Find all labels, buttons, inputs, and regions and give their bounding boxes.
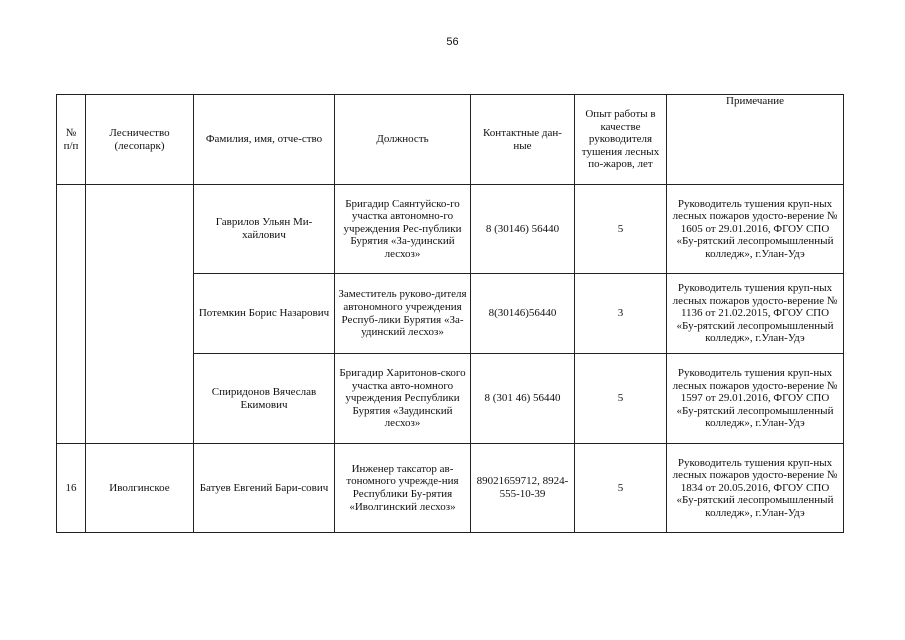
cell-name: Потемкин Борис Назарович xyxy=(194,274,335,354)
header-position: Должность xyxy=(335,95,471,185)
cell-contacts: 8(30146)56440 xyxy=(471,274,575,354)
cell-no-merged xyxy=(57,185,86,444)
cell-contacts: 8 (30146) 56440 xyxy=(471,185,575,274)
cell-note: Руководитель тушения круп-ных лесных пожаров удосто-верение № 1597 от 29.01.2016, ФГОУ СПО «Бу-рятский лесопромышленный колледж», г.Улан-Удэ xyxy=(667,354,844,444)
cell-name: Спиридонов Вячеслав Екимович xyxy=(194,354,335,444)
header-no: № п/п xyxy=(57,95,86,185)
cell-contacts: 8 (301 46) 56440 xyxy=(471,354,575,444)
table-header-row xyxy=(57,95,844,185)
header-experience: Опыт работы в качестве руководителя тушения лесных по-жаров, лет xyxy=(575,95,667,185)
cell-forestry: Иволгинское xyxy=(86,444,194,533)
header-name: Фамилия, имя, отче-ство xyxy=(194,95,335,185)
cell-experience: 5 xyxy=(575,444,667,533)
page-number: 56 xyxy=(446,36,459,48)
cell-note: Руководитель тушения круп-ных лесных пожаров удосто-верение № 1834 от 20.05.2016, ФГОУ СПО «Бу-рятский лесопромышленный колледж», г.Улан-Удэ xyxy=(667,444,844,533)
cell-contacts: 89021659712, 8924-555-10-39 xyxy=(471,444,575,533)
table-row xyxy=(57,444,844,533)
table-row xyxy=(57,185,844,274)
header-forestry: Лесничество (лесопарк) xyxy=(86,95,194,185)
cell-experience: 3 xyxy=(575,274,667,354)
cell-experience: 5 xyxy=(575,185,667,274)
header-note: Примечание xyxy=(667,95,844,185)
header-contacts: Контактные дан-ные xyxy=(471,95,575,185)
cell-experience: 5 xyxy=(575,354,667,444)
cell-position: Бригадир Саянтуйско-го участка автономно-го учреждения Рес-публики Бурятия «За-удинский лесхоз» xyxy=(335,185,471,274)
cell-name: Гаврилов Ульян Ми-хайлович xyxy=(194,185,335,274)
cell-note: Руководитель тушения круп-ных лесных пожаров удосто-верение № 1605 от 29.01.2016, ФГОУ СПО «Бу-рятский лесопромышленный колледж», г.Улан-Удэ xyxy=(667,185,844,274)
forest-fire-leaders-table xyxy=(56,94,844,533)
cell-no: 16 xyxy=(57,444,86,533)
cell-position: Бригадир Харитонов-ского участка авто-номного учреждения Республики Бурятия «Заудинский лесхоз» xyxy=(335,354,471,444)
cell-name: Батуев Евгений Бари-сович xyxy=(194,444,335,533)
cell-note: Руководитель тушения круп-ных лесных пожаров удосто-верение № 1136 от 21.02.2015, ФГОУ СПО «Бу-рятский лесопромышленный колледж», г.Улан-Удэ xyxy=(667,274,844,354)
cell-position: Заместитель руково-дителя автономного учреждения Респуб-лики Бурятия «За-удинский лесхоз» xyxy=(335,274,471,354)
cell-position: Инженер таксатор ав-тономного учрежде-ния Республики Бу-рятия «Иволгинский лесхоз» xyxy=(335,444,471,533)
cell-forestry-merged xyxy=(86,185,194,444)
